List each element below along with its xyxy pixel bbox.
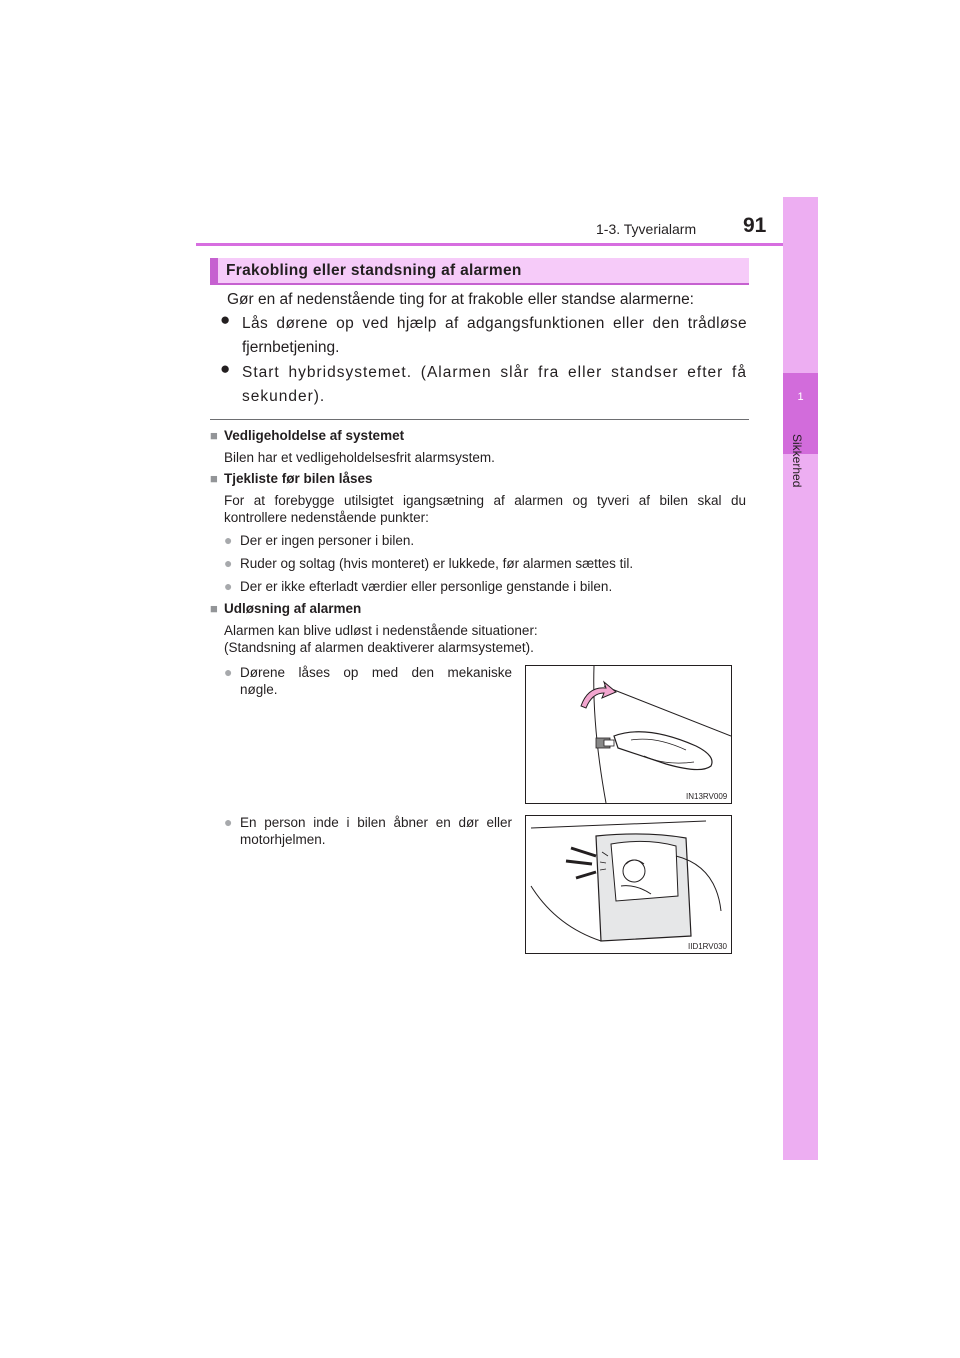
- round-bullet-icon: ●: [224, 555, 233, 571]
- main-bullet-2-line2: sekunder).: [242, 388, 326, 405]
- main-bullet-1-line2: fjernbetjening.: [242, 339, 340, 356]
- note-heading-maintenance: Vedligeholdelse af systemet: [224, 428, 405, 443]
- round-bullet-icon: ●: [224, 532, 233, 548]
- round-bullet-icon: ●: [224, 664, 233, 680]
- header-rule: [196, 243, 818, 246]
- trigger-item-1-line1: Dørene låses op med den mekaniske: [240, 665, 512, 680]
- divider: [210, 419, 749, 420]
- checklist-item: Der er ikke efterladt værdier eller personlige genstande i bilen.: [240, 579, 613, 594]
- figure-person-opening-door: [525, 815, 732, 954]
- main-bullet-1-line1: Lås dørene op ved hjælp af adgangsfunktionen eller den trådløse: [242, 315, 747, 332]
- section-title: 1-3. Tyverialarm: [596, 221, 697, 237]
- chapter-label: Sikkerhed: [790, 434, 804, 488]
- chapter-tab: [783, 197, 818, 1160]
- figure-key-door-lock: [525, 665, 732, 804]
- square-bullet-icon: ■: [210, 471, 218, 486]
- chapter-number: 1: [797, 391, 804, 403]
- page-number: 91: [743, 214, 767, 237]
- trigger-item-2-line2: motorhjelmen.: [240, 832, 326, 847]
- bullet-icon: ●: [220, 359, 231, 378]
- car-door-person-illustration: [526, 816, 731, 953]
- note-text-checklist-line2: kontrollere nedenstående punkter:: [224, 510, 429, 525]
- intro-text: Gør en af nedenstående ting for at frakoble eller standse alarmerne:: [227, 291, 694, 308]
- door-handle-key-illustration: [526, 666, 731, 803]
- round-bullet-icon: ●: [224, 578, 233, 594]
- bullet-icon: ●: [220, 310, 231, 329]
- heading-accent: [210, 258, 218, 285]
- note-heading-checklist: Tjekliste før bilen låses: [224, 471, 373, 486]
- trigger-item-1-line2: nøgle.: [240, 682, 278, 697]
- trigger-item-2-line1: En person inde i bilen åbner en dør eller: [240, 815, 512, 830]
- figure-code: IN13RV009: [686, 792, 728, 801]
- main-bullet-2-line1: Start hybridsystemet. (Alarmen slår fra eller standser efter få: [242, 364, 747, 381]
- checklist-item: Ruder og soltag (hvis monteret) er lukkede, før alarmen sættes til.: [240, 556, 634, 571]
- note-heading-triggering: Udløsning af alarmen: [224, 601, 362, 616]
- note-text-maintenance: Bilen har et vedligeholdelsesfrit alarmsystem.: [224, 450, 495, 465]
- section-heading: Frakobling eller standsning af alarmen: [226, 262, 522, 279]
- round-bullet-icon: ●: [224, 814, 233, 830]
- note-text-checklist-line1: For at forebygge utilsigtet igangsætning af alarmen og tyveri af bilen skal du: [224, 493, 746, 508]
- square-bullet-icon: ■: [210, 428, 218, 443]
- note-text-triggering-line1: Alarmen kan blive udløst i nedenstående situationer:: [224, 623, 538, 638]
- figure-code: IID1RV030: [688, 942, 727, 951]
- note-text-triggering-line2: (Standsning af alarmen deaktiverer alarmsystemet).: [224, 640, 534, 655]
- checklist-item: Der er ingen personer i bilen.: [240, 533, 415, 548]
- square-bullet-icon: ■: [210, 601, 218, 616]
